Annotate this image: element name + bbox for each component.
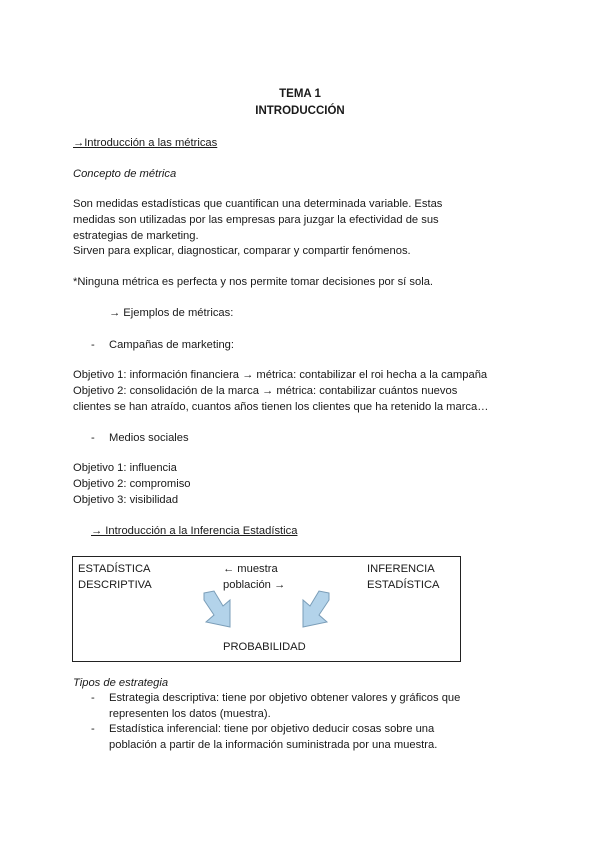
- objective-line: Objetivo 3: visibilidad: [73, 494, 179, 506]
- strategy-line: representen los datos (muestra).: [109, 708, 271, 720]
- objective-line: Objetivo 2: consolidación de la marca → métrica: contabilizar cuántos nuevos: [73, 385, 458, 397]
- strategy-line: Estrategia descriptiva: tiene por objetivo obtener valores y gráficos que: [109, 692, 461, 704]
- paragraph-line: medidas son utilizadas por las empresas para juzgar la efectividad de sus: [73, 214, 439, 226]
- diagram-middle-line2: población →: [223, 579, 286, 591]
- arrow-down-left-shape: [303, 591, 329, 627]
- arrow-down-left-icon: [295, 589, 335, 631]
- diagram-left-line1: ESTADÍSTICA: [78, 563, 151, 575]
- diagram-middle-line1: ← muestra: [223, 563, 278, 575]
- objective-line: Objetivo 1: información financiera → métrica: contabilizar el roi hecha a la campaña: [73, 369, 488, 381]
- dash-bullet: -: [91, 432, 95, 444]
- note-text: *Ninguna métrica es perfecta y nos permite tomar decisiones por sí sola.: [73, 276, 434, 288]
- diagram-right-line1: INFERENCIA: [367, 563, 435, 575]
- diagram-bottom-label: PROBABILIDAD: [223, 641, 306, 653]
- campaigns-label: Campañas de marketing:: [109, 339, 234, 351]
- arrow-down-right-shape: [204, 591, 230, 627]
- paragraph-line: estrategias de marketing.: [73, 230, 199, 242]
- objective-line: clientes se han atraído, cuantos años tienen los clientes que ha retenido la marca…: [73, 401, 489, 413]
- strategy-line: población a partir de la información suministrada por una muestra.: [109, 739, 438, 751]
- inference-diagram: [72, 556, 461, 662]
- strategies-title: Tipos de estrategia: [73, 677, 169, 689]
- social-label: Medios sociales: [109, 432, 189, 444]
- paragraph-line: Son medidas estadísticas que cuantifican una determinada variable. Estas: [73, 198, 443, 210]
- objective-line: Objetivo 2: compromiso: [73, 478, 191, 490]
- dash-bullet: -: [91, 692, 95, 704]
- objective-line: Objetivo 1: influencia: [73, 462, 177, 474]
- diagram-right-line2: ESTADÍSTICA: [367, 579, 440, 591]
- paragraph-line: Sirven para explicar, diagnosticar, comparar y compartir fenómenos.: [73, 245, 411, 257]
- concept-subtitle: Concepto de métrica: [73, 168, 177, 180]
- section-link-metricas[interactable]: →Introducción a las métricas: [73, 137, 218, 149]
- dash-bullet: -: [91, 723, 95, 735]
- diagram-left-line2: DESCRIPTIVA: [78, 579, 152, 591]
- arrow-down-right-icon: [198, 589, 238, 631]
- page-title: TEMA 1: [279, 88, 321, 100]
- examples-label: → Ejemplos de métricas:: [109, 307, 234, 319]
- dash-bullet: -: [91, 339, 95, 351]
- section-link-inferencia[interactable]: → Introducción a la Inferencia Estadística: [91, 525, 298, 537]
- strategy-line: Estadística inferencial: tiene por objetivo deducir cosas sobre una: [109, 723, 435, 735]
- page-subtitle: INTRODUCCIÓN: [255, 105, 345, 117]
